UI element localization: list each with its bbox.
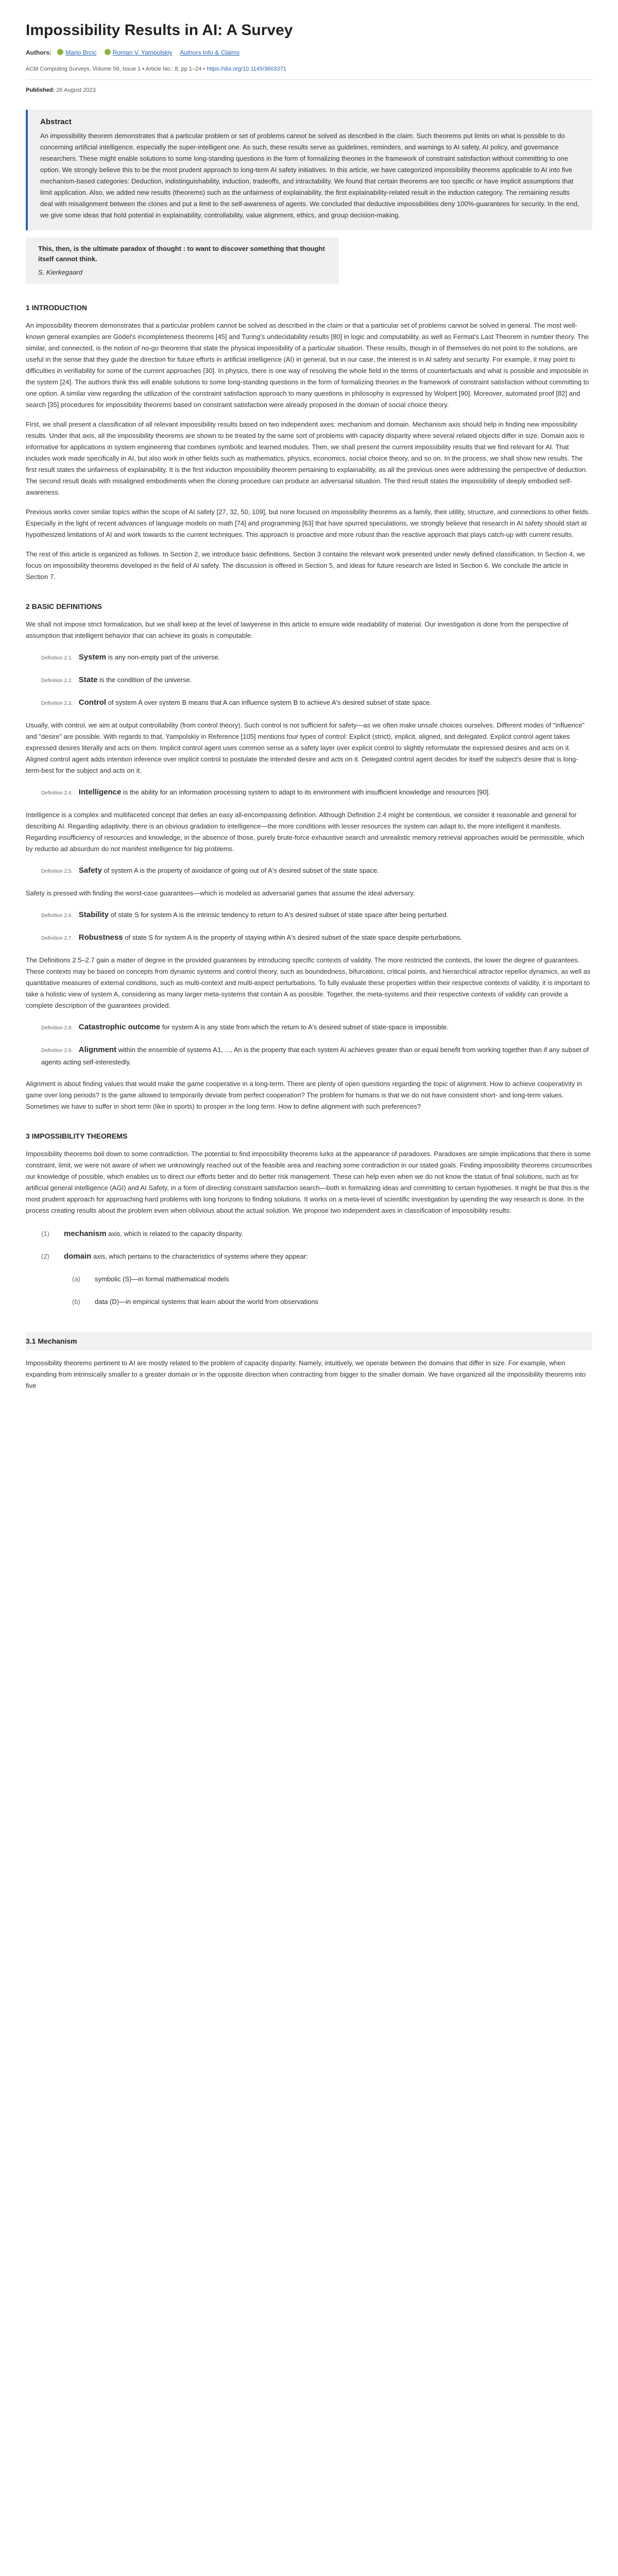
- paragraph: We shall not impose strict formalization, but we shall keep at the level of lawyerese in this article to ensure wide readability of material. Our investigation is done from the perspective of assumption that intelligent behavior that can achieve its goals is computable.: [26, 620, 569, 639]
- paragraph: Safety is pressed with finding the worst-case guarantees—which is modeled as adversarial games that assume the ideal adversary.: [26, 889, 415, 897]
- definition-tag: Definition 2.7.: [41, 936, 73, 941]
- definition-term: System: [78, 653, 107, 662]
- definition-tag: Definition 2.2.: [41, 678, 73, 684]
- paragraph: Intelligence is a complex and multifaceted concept that defies an easy all-encompassing definition. Although Definition 2.4 might be contentious, we consider it reasonable and general for describing AI. Regarding adaptivity, there is an obvious gradation to intelligence—the more conditions with lesser resources the system can adapt to, the more intelligent it manifests. Regarding insufficiency of resources and knowledge, in the absence of those, purely brute-force exhaustive search and unrealistic memory retrieval approaches would be permissible, which by reductio ad absurdum do not manifest intelligence for big problems.: [26, 811, 585, 853]
- definition: [41, 932, 592, 944]
- published-info: [26, 85, 592, 95]
- definition-text: for system A is any state from which the return to A's desired subset of state-space is impossible.: [162, 1023, 449, 1031]
- epigraph: [26, 238, 339, 284]
- authors-row: [26, 47, 592, 58]
- list-text: axis, which pertains to the characteristics of systems where they appear:: [93, 1252, 308, 1260]
- list-number: (2): [41, 1252, 49, 1260]
- definition-text: is the condition of the universe.: [99, 676, 192, 684]
- orcid-icon: [105, 49, 111, 55]
- subsection-band: [26, 1332, 592, 1350]
- list-text: symbolic (S)—in formal mathematical models: [95, 1275, 229, 1283]
- authors-label: Authors:: [26, 49, 52, 56]
- definition: [41, 1022, 592, 1034]
- definition: [41, 1044, 592, 1068]
- definition-tag: Definition 2.4.: [41, 790, 73, 796]
- list-item: [72, 1274, 592, 1284]
- definition-text: of state S for system A is the property of staying within A's desired subset of the state space despite perturbations.: [125, 934, 462, 941]
- definition-tag: Definition 2.1.: [41, 655, 73, 661]
- definition-tag: Definition 2.8.: [41, 1025, 73, 1031]
- article-title: Impossibility Results in AI: A Survey: [26, 22, 293, 39]
- definition-term: Robustness: [78, 933, 123, 942]
- list-text: data (D)—in empirical systems that learn about the world from observations: [95, 1298, 319, 1306]
- definition-text: of system A over system B means that A can influence system B to achieve A's desired subset of state space.: [108, 699, 432, 706]
- list-item: [72, 1297, 592, 1307]
- paragraph: An impossibility theorem demonstrates that a particular problem cannot be solved as described in the claim or that a particular set of problems cannot be solved in general. The most well-known general examples are Gödel's incompleteness theorems [45] and Turing's undecidability results [80] in logic and computability, as well as Fermat's Last Theorem in number theory. The similar, and connected, is the notion of no-go theorems that state the physical impossibility of a particular situation. These results, though in of themselves do not point to the solutions, are useful in the sense that they guide the direction for future efforts in artificial intelligence (AI) in general, but in our case, the interest is in AI safety and security. For example, it may point to difficulties in verifiability for some of the current approaches [30]. In physics, there is one way of resolving the whole field in the terms of counterfactuals and what is possible and impossible in the system [24]. The authors think this will enable solutions to some long-standing questions in the form of formalizing theories in the framework of constraint satisfaction without committing to one option. A similar view regarding the utilization of the constraint satisfaction approach to many questions in philosophy is expressed by Wolpert [90]. Moreover, automated proof [82] and search [35] procedures for impossibility theorems based on constraint satisfaction were already proposed in the domain of social choice theory.: [26, 321, 589, 409]
- definition-text: is any non-empty part of the universe.: [108, 653, 220, 661]
- author-link[interactable]: Mario Brcic: [57, 49, 96, 56]
- paragraph: First, we shall present a classification of all relevant impossibility results based on two independent axes: mechanism and domain. Mechanism axis should help in finding new impossibility results. Under that axis, all the impossibility theorems are shown to be treated by the same sort of problems with capacity disparity where several related objects differ in size. Domain axis is informative for applications in system engineering that combines symbolic and learned modules. Then, we shall present the current impossibility results that we find relevant for AI. That includes work made specifically in AI, but also work in other fields such as mathematics, physics, economics, social choice theory, and so on. In the process, we shall show new results. The first result states the unfairness of explainability. It is the first induction impossibility theorem pertaining to explainability, as all the previous ones were addressing the perspective of deduction. The second result deals with misaligned embodiments when the cloning procedure can produce an adversarial situation. The third result states the impossibility of deeply embodied self-awareness.: [26, 420, 588, 496]
- list-term: domain: [64, 1252, 92, 1261]
- definition-term: Stability: [78, 910, 109, 919]
- list-text: axis, which is related to the capacity disparity.: [108, 1230, 244, 1238]
- definition-term: Alignment: [78, 1045, 117, 1054]
- paragraph: The rest of this article is organized as follows. In Section 2, we introduce basic definitions. Section 3 contains the relevant work presented under newly defined classification. In Section 4, we focus on impossibility theorems developed in the field of AI safety. The discussion is offered in Section 5, and ideas for future research are listed in Section 6. We conclude the article in Section 7.: [26, 550, 586, 581]
- definition-tag: Definition 2.6.: [41, 913, 73, 919]
- section-heading: 2 BASIC DEFINITIONS: [26, 602, 102, 611]
- author-link[interactable]: Roman V. Yampolskiy: [105, 49, 173, 56]
- epigraph-text: This, then, is the ultimate paradox of thought : to want to discover something that thought itself cannot think.: [38, 245, 325, 263]
- definition-term: Safety: [78, 866, 102, 875]
- definition-term: State: [78, 675, 98, 684]
- list-number: (b): [72, 1298, 80, 1306]
- definition: [41, 697, 592, 709]
- paragraph: Usually, with control, we aim at output controllability (from control theory). Such control is not sufficient for safety—as we often make unsafe choices ourselves. Different modes of "influence" and "desire" are possible. With regards to that, Yampolskiy in Reference [105] mentions four types of control: Explicit (strict), implicit, aligned, and delegated. Explicit control agent takes expressed desires literally and acts on them. Implicit control agent uses common sense as a safety layer over explicit control to slightly reformulate the expressed desires and acts on it. Aligned control agent adds intention inference over implicit control to postulate the intended desire and acts on it. Delegated control agent decides for itself the subject's desire that is long-term-best for the subject and acts on it.: [26, 721, 585, 774]
- section-heading: 3 IMPOSSIBILITY THEOREMS: [26, 1132, 128, 1140]
- abstract-text: An impossibility theorem demonstrates that a particular problem or set of problems cannot be solved as described in the claim. Such theorems put limits on what is possible to do concerning artificial intelligence, especially the super-intelligent one. As such, these results serve as guidelines, reminders, and warnings to AI safety, AI policy, and governance researchers. These might enable solutions to some long-standing questions in the form of formalizing theories in the framework of constraint satisfaction without committing to one option. We strongly believe this to be the most prudent approach to long-term AI safety initiatives. In this article, we have categorized impossibility theorems applicable to AI into five mechanism-based categories: Deduction, indistinguishability, induction, tradeoffs, and intractability. We found that certain theorems are too specific or have implicit assumptions that limit application. Also, we added new results (theorems) such as the unfairness of explainability, the first explainability-related result in the induction category. The remaining results deal with misalignment between the clones and put a limit to the self-awareness of agents. We concluded that deductive impossibilities deny 100%-guarantees for security. In the end, we give some ideas that hold potential in explainability, controllability, value alignment, ethics, and group decision-making.: [40, 132, 579, 219]
- epigraph-author: S. Kierkegaard: [38, 268, 82, 276]
- section-heading: 1 INTRODUCTION: [26, 303, 87, 312]
- definition-term: Intelligence: [78, 788, 122, 796]
- list-term: mechanism: [64, 1229, 107, 1238]
- published-label: Published:: [26, 87, 55, 93]
- abstract-heading: Abstract: [40, 117, 72, 126]
- subsection-heading: 3.1 Mechanism: [26, 1337, 77, 1345]
- journal-info: ACM Computing Surveys, Volume 56, Issue 1 • Article No.: 8, pp 1–24 •: [26, 66, 205, 72]
- definition-term: Catastrophic outcome: [78, 1023, 161, 1031]
- definition: [41, 865, 592, 877]
- list-number: (1): [41, 1230, 49, 1238]
- published-date: 26 August 2023: [56, 87, 96, 93]
- definition-text: of system A is the property of avoidance of going out of A's desired subset of the state space.: [104, 867, 379, 874]
- definition: [41, 909, 592, 922]
- authors-info-link[interactable]: Authors Info & Claims: [180, 49, 240, 56]
- doi-link[interactable]: https://doi.org/10.1145/3603371: [207, 66, 286, 72]
- definition-tag: Definition 2.9.: [41, 1048, 73, 1054]
- definition-text: of state S for system A is the intrinsic tendency to return to A's desired subset of state space after being perturbed.: [110, 911, 449, 919]
- divider: [26, 79, 592, 80]
- paragraph: The Definitions 2.5–2.7 gain a matter of degree in the provided guarantees by introducing specific contexts of validity. The more restricted the contexts, the lower the degree of guarantees. These contexts may be based on concepts from dynamic systems and control theory, such as boundedness, bifurcations, critical points, and hierarchical attractor repellor dynamics, as well as quantitative measures of external conditions, such as multi-context and multi-aspect perturbations. To fully evaluate these properties within their respective contexts of validity, it is important to take a holistic view of system A, considering as many larger meta-systems that contain A as possible. Together, the meta-systems and their respective contexts of validity can provide a complete description of the guarantees provided.: [26, 956, 591, 1009]
- article-page: [26, 0, 592, 1392]
- abstract-section: [26, 110, 592, 230]
- list-number: (a): [72, 1275, 80, 1283]
- definition: [41, 787, 592, 799]
- orcid-icon: [57, 49, 63, 55]
- definition-text: within the ensemble of systems A1, ..., An is the property that each system Ai achieves greater than or equal benefit from working together than if any subset of agents acting self-interestedly.: [41, 1046, 589, 1066]
- definition: [41, 674, 592, 687]
- list-item: [41, 1251, 592, 1307]
- domain-sublist: [72, 1274, 592, 1307]
- paragraph: Impossibility theorems boil down to some contradiction. The potential to find impossibility theorems lurks at the appearance of paradoxes. Paradoxes are simple implications that there is some constraint, limit, we were not aware of when we unknowingly reached out of the feasible area and reaching some contradiction in our stated goals. Finding impossibility theorems circumscribes our knowledge of possible, which enables us to direct our efforts better and do better risk management. These can help even when we do not know the status of final solutions, such as for artificial general intelligence (AGI) and AI Safety, in a form of directing constraint satisfaction search—both in formalizing ideas and committing to certain hypotheses. It might be that this is the most prudent approach for approaching hard problems with long horizons to finding solutions. It works on a meta-level of scientific investigation by upending the way research is done. In the process creating results about the problem even when oblivious about the actual solution. We propose two independent axes in classification of impossibility results:: [26, 1150, 592, 1214]
- axes-list: [41, 1229, 592, 1307]
- definition-text: is the ability for an information processing system to adapt to its environment with insufficient knowledge and resources [90].: [123, 788, 490, 796]
- definition-term: Control: [78, 698, 107, 707]
- definition-tag: Definition 2.3.: [41, 701, 73, 706]
- definition: [41, 652, 592, 664]
- paragraph: Impossibility theorems pertinent to AI are mostly related to the problem of capacity disparity. Namely, intuitively, we operate between the domains that differ in size. For example, when expanding from intrinsically smaller to a greater domain or in the opposite direction when contracting from bigger to the smaller domain. We have organized all the impossibility theorems into five: [26, 1359, 586, 1389]
- list-item: [41, 1229, 592, 1239]
- paragraph: Alignment is about finding values that would make the game cooperative in a long-term. There are plenty of open questions regarding the topic of alignment. How to achieve cooperativity in game over long periods? Is the game allowed to temporarily deviate from perfect cooperation? The problem for humans is that we do not have consistent short- and long-term values. Sometimes we have to suffer in short term (like in sports) to prosper in the long term. How to define alignment with such preferences?: [26, 1080, 582, 1110]
- paragraph: Previous works cover similar topics within the scope of AI safety [27, 32, 50, 109], but none focused on impossibility theorems as a family, their utility, structure, and connections to other fields. Especially in the light of recent advances of language models on math [74] and programming [63] that have spurred speculations, we strongly believe that research in AI safety should start at hypothesized limitations of AI and work towards to the current techniques. This approach is proactive and more robust than the reactive approach that plays catch-up with current results.: [26, 508, 590, 538]
- definition-tag: Definition 2.5.: [41, 869, 73, 874]
- journal-citation: [26, 64, 592, 74]
